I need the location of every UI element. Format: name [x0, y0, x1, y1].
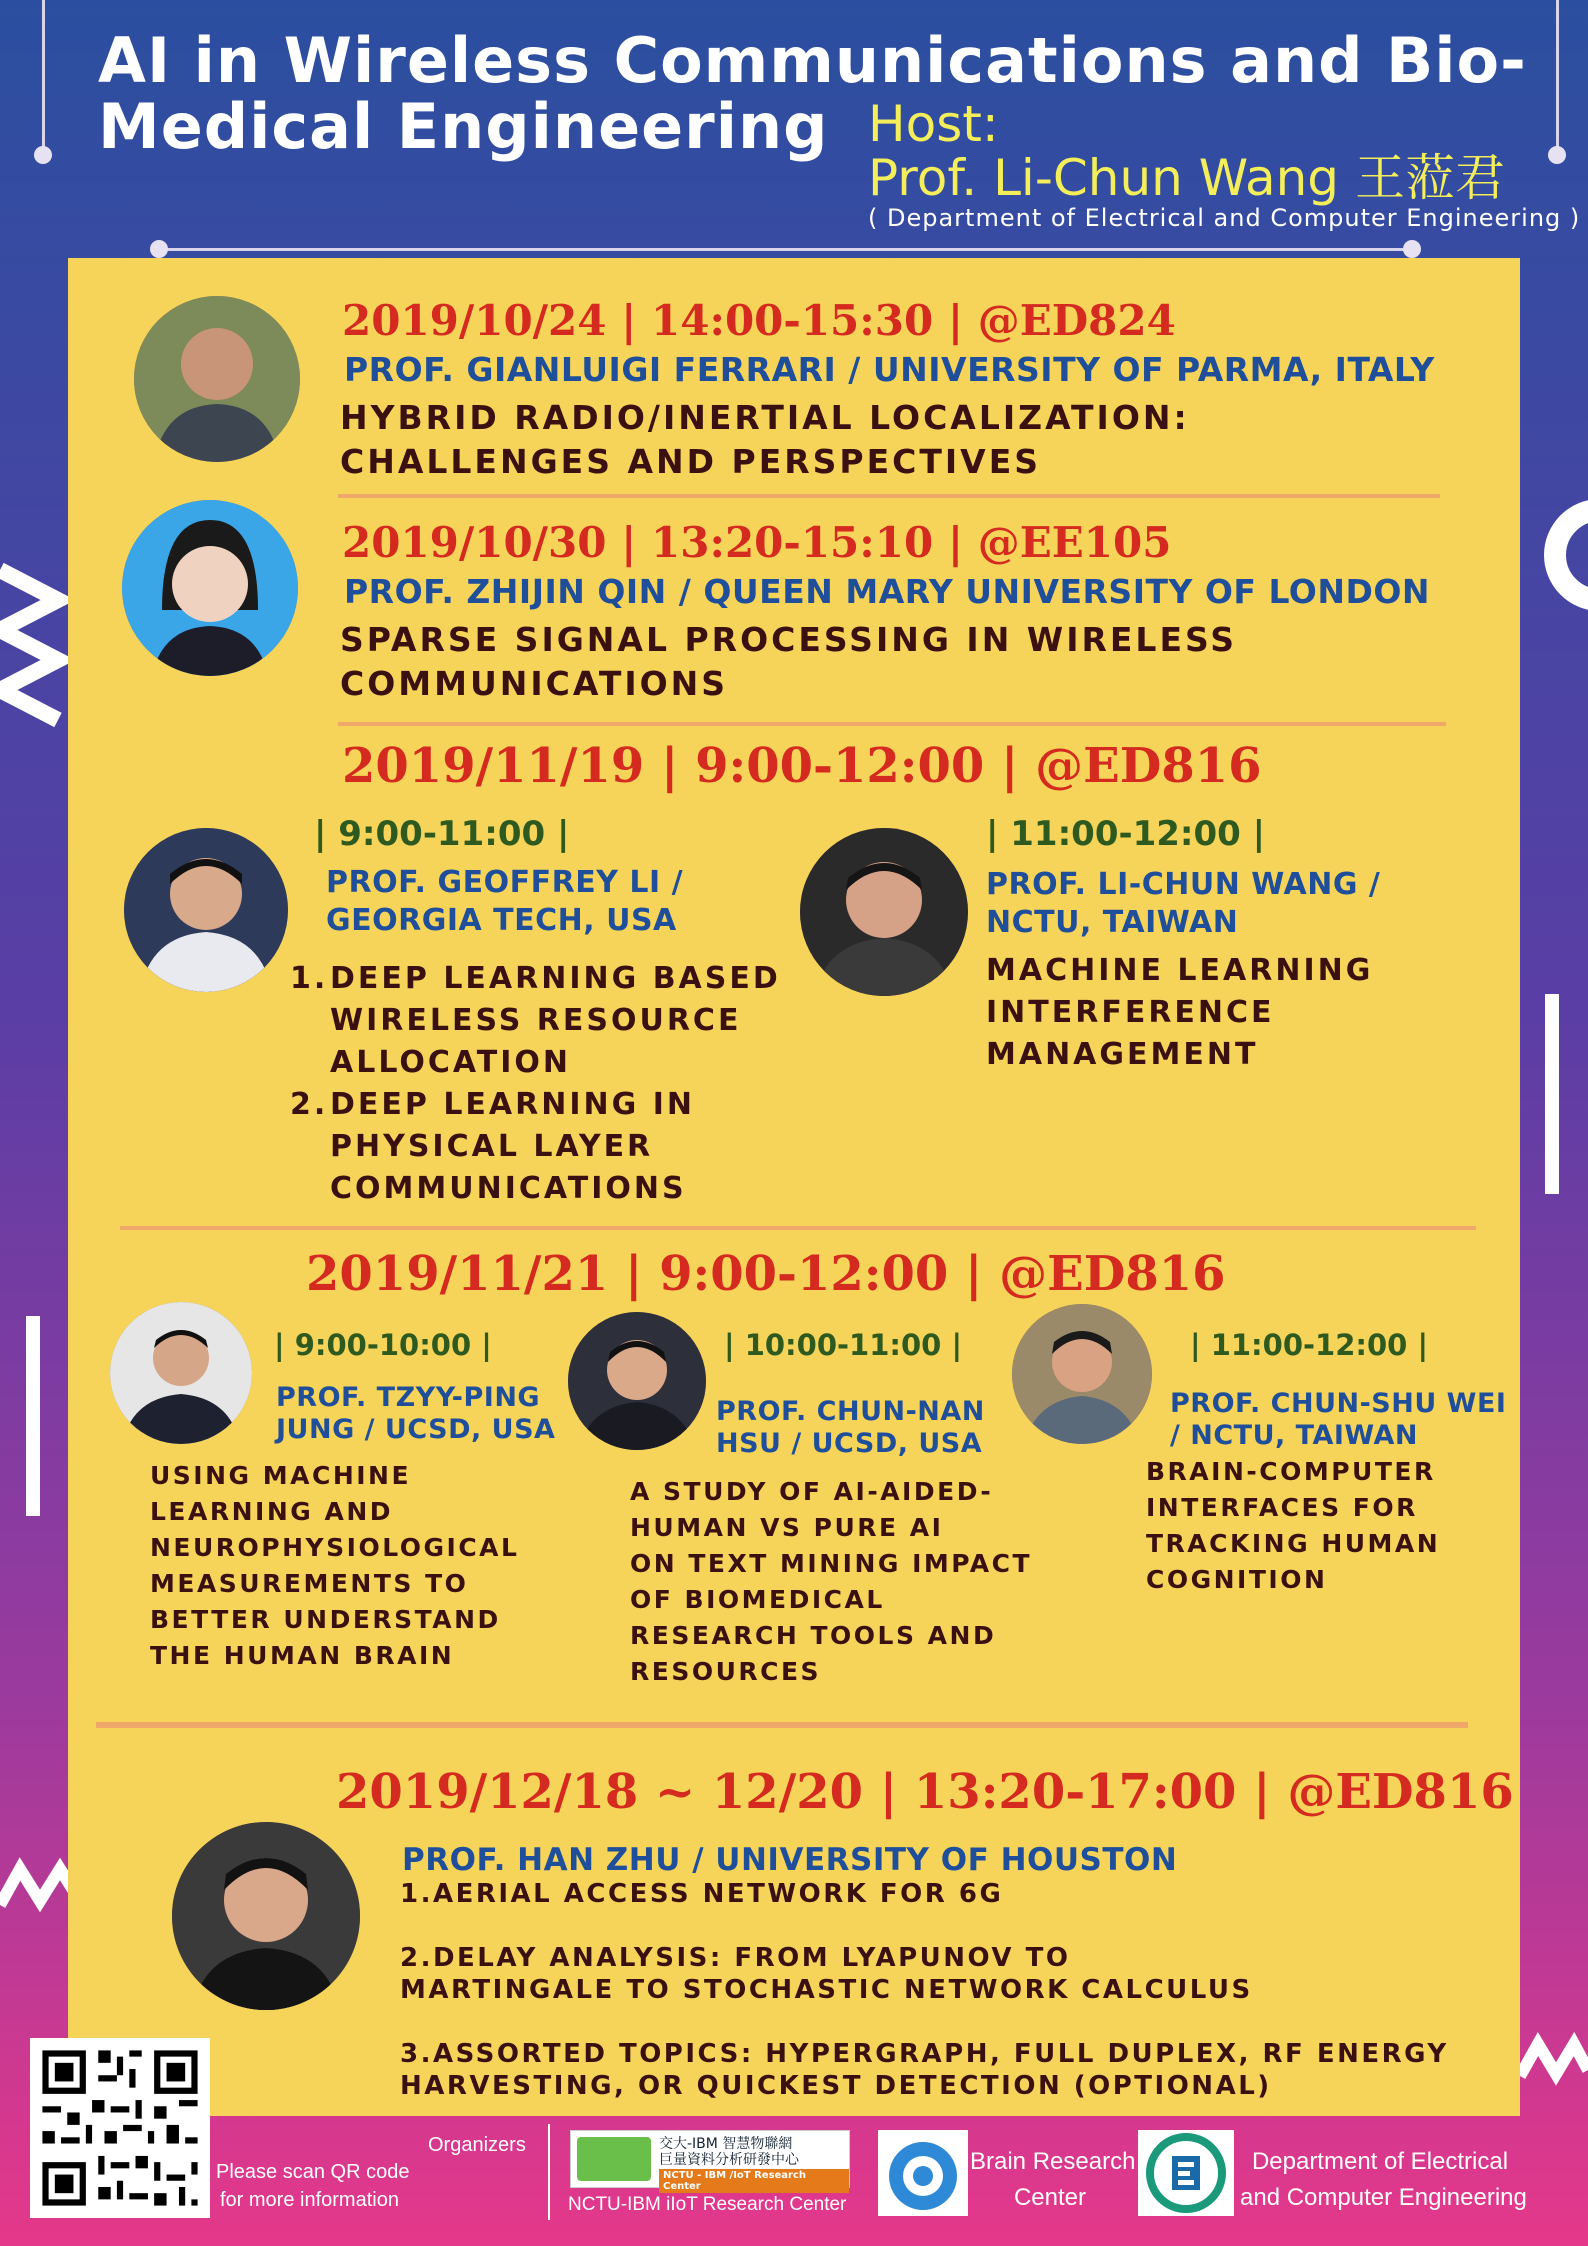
avatar-li-chun-wang [800, 828, 968, 996]
session-5-item-1: 1.AERIAL ACCESS NETWORK FOR 6G [400, 1879, 1004, 1909]
frame-line-right [1556, 0, 1559, 150]
session-3-left-item-1 [290, 958, 781, 1084]
session-4-talk-3-speaker-line2: / NCTU, TAIWAN [1170, 1420, 1418, 1451]
ece-department-line1: Department of Electrical [1251, 2148, 1509, 2175]
ece-department-label [1240, 2144, 1527, 2216]
bar-decoration-right [1545, 994, 1559, 1194]
frame-dot-right [1548, 146, 1566, 164]
session-4-talk-3-topic-line4: COGNITION [1146, 1565, 1328, 1594]
session-3-left-speaker-line2: GEORGIA TECH, USA [326, 903, 677, 938]
frame-dot-br [1403, 240, 1421, 258]
talk-2-date: 2019/10/30 | 13:20-15:10 | @EE105 [342, 518, 1172, 567]
iiot-logo-cn-line2: 巨量資料分析研發中心 [659, 2152, 799, 2168]
session-4-talk-1-slot: | 9:00-10:00 | [274, 1328, 492, 1362]
page-title-line2: Medical Engineering [98, 90, 829, 163]
session-4-talk-3-topic-line1: BRAIN-COMPUTER [1146, 1457, 1436, 1486]
session-3-left-topics [290, 958, 781, 1210]
ece-department-logo[interactable] [1138, 2130, 1234, 2216]
brain-research-line1: Brain Research [970, 2148, 1136, 2175]
ring-decoration-right [1540, 495, 1588, 615]
divider-3 [120, 1226, 1476, 1230]
session-4-talk-3-speaker [1170, 1388, 1506, 1452]
talk-1-topic-line2: CHALLENGES AND PERSPECTIVES [340, 442, 1042, 481]
session-4-talk-1-topic-line1: USING MACHINE [150, 1461, 412, 1490]
session-5-item-2-line1: 2.DELAY ANALYSIS: FROM LYAPUNOV TO [400, 1943, 1071, 1973]
session-4-talk-2-speaker-line1: PROF. CHUN-NAN [716, 1396, 985, 1427]
page-title-line1: AI in Wireless Communications and Bio- [98, 24, 1527, 97]
divider-2 [338, 722, 1446, 726]
page-title [98, 24, 1538, 163]
session-4-talk-3-slot: | 11:00-12:00 | [1190, 1328, 1429, 1362]
avatar-chun-shu-wei [1012, 1304, 1152, 1444]
session-5-date: 2019/12/18 ~ 12/20 | 13:20-17:00 | @ED816 [336, 1764, 1514, 1820]
session-4-talk-2-slot: | 10:00-11:00 | [724, 1328, 963, 1362]
session-4-talk-1-topic-line2: LEARNING AND [150, 1497, 394, 1526]
qr-caption [216, 2158, 409, 2214]
session-3-right-topic-line1: MACHINE LEARNING [986, 953, 1374, 988]
frame-dot-bl [150, 240, 168, 258]
session-4-talk-2-topic-line1: A STUDY OF AI-AIDED- [630, 1477, 994, 1506]
session-5-topics [400, 1878, 1449, 2102]
session-3-left-slot: | 9:00-11:00 | [314, 814, 570, 854]
session-4-talk-2-topic-line5: RESEARCH TOOLS AND [630, 1621, 997, 1650]
session-4-talk-2-topic-line6: RESOURCES [630, 1657, 822, 1686]
session-3-right-topic [986, 950, 1373, 1076]
session-5-item-2-line2: MARTINGALE TO STOCHASTIC NETWORK CALCULUS [400, 1975, 1253, 2005]
qr-code[interactable] [30, 2038, 210, 2218]
frame-line-left [42, 0, 45, 150]
frame-line-bottom [158, 248, 1413, 251]
iiot-logo-cn-line1: 交大-IBM 智慧物聯網 [659, 2136, 793, 2152]
session-3-right-speaker-line2: NCTU, TAIWAN [986, 905, 1239, 940]
session-4-talk-1-topic [150, 1458, 519, 1674]
session-3-left-item-2-num: 2. [290, 1087, 329, 1122]
session-3-left-item-2-line1: DEEP LEARNING IN [330, 1087, 695, 1122]
session-4-talk-2-topic-line2: HUMAN VS PURE AI [630, 1513, 944, 1542]
brain-research-line2: Center [1013, 2184, 1087, 2211]
session-4-talk-1-speaker-line2: JUNG / UCSD, USA [276, 1414, 556, 1445]
avatar-chun-nan-hsu [568, 1312, 706, 1450]
session-3-left-item-1-line1: DEEP LEARNING BASED [330, 961, 781, 996]
talk-2-topic-line2: COMMUNICATIONS [340, 664, 729, 703]
qr-caption-line2: for more information [220, 2189, 399, 2211]
avatar-gianluigi-ferrari [134, 296, 300, 462]
session-4-talk-3-topic [1146, 1454, 1440, 1598]
avatar-tzyy-ping-jung [110, 1302, 252, 1444]
talk-1-topic-line1: HYBRID RADIO/INERTIAL LOCALIZATION: [340, 398, 1190, 437]
session-4-talk-1-topic-line3: NEUROPHYSIOLOGICAL [150, 1533, 520, 1562]
host-name: Prof. Li-Chun Wang 王蒞君 [868, 149, 1505, 207]
session-4-talk-1-topic-line4: MEASUREMENTS TO [150, 1569, 469, 1598]
session-3-left-item-2-line3: COMMUNICATIONS [330, 1171, 687, 1206]
session-3-right-slot: | 11:00-12:00 | [986, 814, 1266, 854]
talk-2-topic [340, 618, 1237, 706]
divider-4 [96, 1722, 1468, 1728]
session-3-right-speaker [986, 866, 1380, 942]
talk-1-date: 2019/10/24 | 14:00-15:30 | @ED824 [342, 296, 1176, 345]
session-4-talk-2-topic [630, 1474, 1032, 1690]
session-4-talk-2-speaker [716, 1396, 985, 1460]
session-4-talk-3-topic-line2: INTERFACES FOR [1146, 1493, 1418, 1522]
session-3-date: 2019/11/19 | 9:00-12:00 | @ED816 [342, 738, 1262, 794]
talk-2-speaker: PROF. ZHIJIN QIN / QUEEN MARY UNIVERSITY OF LONDON [344, 572, 1431, 611]
session-5-speaker: PROF. HAN ZHU / UNIVERSITY OF HOUSTON [402, 1842, 1178, 1878]
session-4-talk-1-speaker [276, 1382, 555, 1446]
talk-1-topic [340, 396, 1190, 484]
session-3-left-item-2-line2: PHYSICAL LAYER [330, 1129, 654, 1164]
session-3-right-topic-line3: MANAGEMENT [986, 1037, 1259, 1072]
avatar-geoffrey-li [124, 828, 288, 992]
session-3-left-item-2 [290, 1084, 781, 1210]
organizers-label: Organizers [428, 2134, 526, 2156]
ece-department-line2: and Computer Engineering [1240, 2184, 1527, 2211]
session-4-talk-2-speaker-line2: HSU / UCSD, USA [716, 1428, 983, 1459]
session-3-left-item-1-line3: ALLOCATION [330, 1045, 572, 1080]
frame-dot-left [34, 146, 52, 164]
iiot-logo-bar: NCTU - IBM /IoT Research Center [659, 2169, 849, 2193]
divider-1 [338, 494, 1440, 498]
session-4-talk-3-speaker-line1: PROF. CHUN-SHU WEI [1170, 1388, 1507, 1419]
talk-2-topic-line1: SPARSE SIGNAL PROCESSING IN WIRELESS [340, 620, 1238, 659]
session-5-item-3-line2: HARVESTING, OR QUICKEST DETECTION (OPTIONAL) [400, 2071, 1272, 2101]
iiot-logo-mark [577, 2137, 651, 2181]
iiot-center-logo[interactable] [570, 2130, 850, 2192]
footer-divider [548, 2124, 550, 2220]
session-4-talk-2-topic-line4: OF BIOMEDICAL [630, 1585, 885, 1614]
session-5-item-3-line1: 3.ASSORTED TOPICS: HYPERGRAPH, FULL DUPLEX, RF ENERGY [400, 2039, 1449, 2069]
session-3-right-speaker-line1: PROF. LI-CHUN WANG / [986, 867, 1381, 902]
host-department: ( Department of Electrical and Computer Engineering ) [868, 204, 1581, 232]
session-4-talk-1-topic-line6: THE HUMAN BRAIN [150, 1641, 455, 1670]
session-4-talk-1-speaker-line1: PROF. TZYY-PING [276, 1382, 541, 1413]
qr-caption-line1: Please scan QR code [216, 2161, 410, 2183]
session-3-left-item-1-line2: WIRELESS RESOURCE [330, 1003, 742, 1038]
session-4-date: 2019/11/21 | 9:00-12:00 | @ED816 [306, 1246, 1226, 1302]
avatar-han-zhu [172, 1822, 360, 2010]
session-3-left-speaker-line1: PROF. GEOFFREY LI / [326, 865, 684, 900]
host-label: Host: [868, 95, 999, 153]
session-4-talk-1-topic-line5: BETTER UNDERSTAND [150, 1605, 501, 1634]
brain-research-logo[interactable] [878, 2130, 968, 2216]
iiot-center-label: NCTU-IBM iIoT Research Center [568, 2194, 847, 2215]
session-4-talk-2-topic-line3: ON TEXT MINING IMPACT [630, 1549, 1033, 1578]
brain-research-label [970, 2144, 1136, 2216]
session-3-left-item-1-num: 1. [290, 961, 329, 996]
avatar-zhijin-qin [122, 500, 298, 676]
session-4-talk-3-topic-line3: TRACKING HUMAN [1146, 1529, 1441, 1558]
zigzag-decoration-left [0, 560, 70, 750]
session-3-right-topic-line2: INTERFERENCE [986, 995, 1275, 1030]
zigzag-decoration-right-bottom [1520, 2030, 1588, 2090]
talk-1-speaker: PROF. GIANLUIGI FERRARI / UNIVERSITY OF PARMA, ITALY [344, 350, 1435, 389]
bar-decoration-left [26, 1316, 40, 1516]
session-3-left-speaker [326, 864, 683, 940]
